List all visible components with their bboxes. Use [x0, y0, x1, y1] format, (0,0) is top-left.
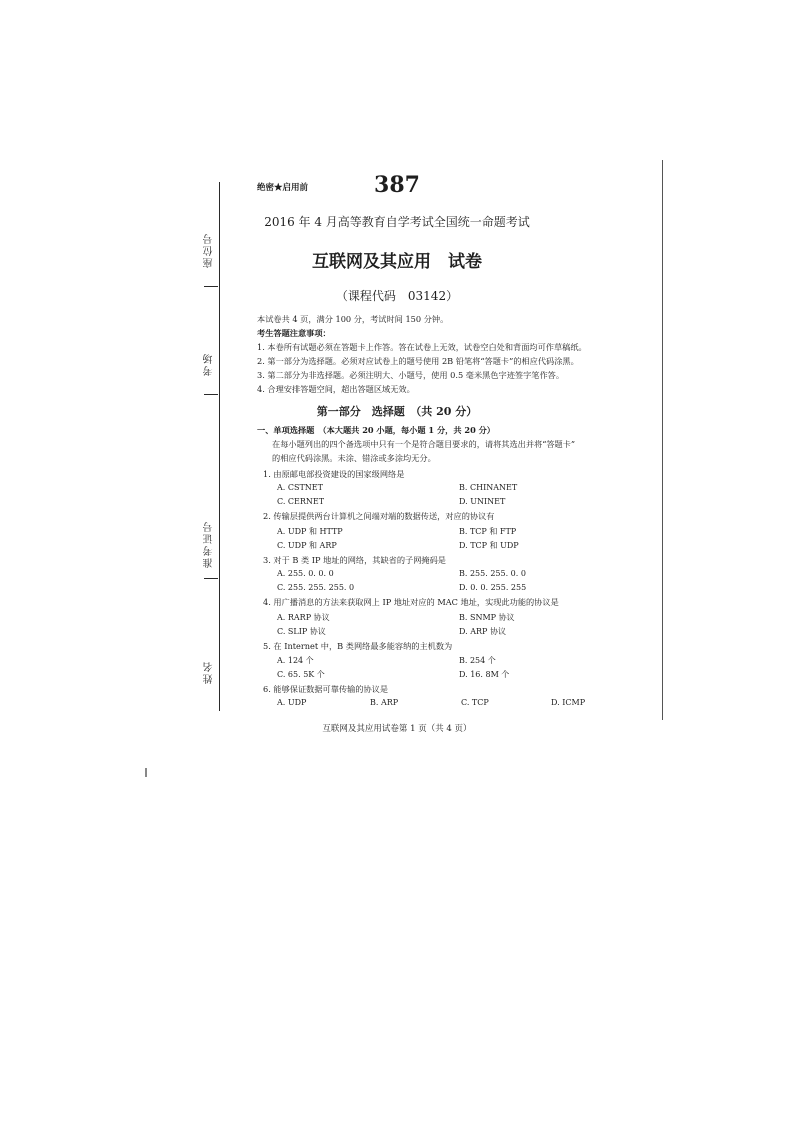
- question-stem: 3. 对于 B 类 IP 地址的网络，其缺省的子网掩码是: [263, 555, 446, 565]
- option-a: A. CSTNET: [277, 483, 323, 492]
- room-blank[interactable]: [204, 394, 218, 395]
- secret-label: 绝密★启用前: [257, 183, 309, 193]
- option-b: B. 255. 255. 0. 0: [459, 569, 526, 578]
- option-d: D. ICMP: [551, 698, 586, 707]
- notice-title: 考生答题注意事项：: [257, 328, 331, 338]
- question-stem: 5. 在 Internet 中，B 类网络最多能容纳的主机数为: [263, 641, 453, 651]
- option-a: A. UDP: [277, 698, 307, 707]
- course-code: （课程代码 03142）: [335, 289, 459, 303]
- question-stem: 2. 传输层提供两台计算机之间端对端的数据传送，对应的协议有: [263, 511, 495, 521]
- option-d: D. TCP 和 UDP: [459, 541, 519, 550]
- instruction-line: 的相应代码涂黑。未涂、错涂或多涂均无分。: [272, 453, 436, 463]
- option-c: C. UDP 和 ARP: [277, 541, 337, 550]
- option-a: A. 255. 0. 0. 0: [277, 569, 334, 578]
- section-title: 一、单项选择题 （本大题共 20 小题，每小题 1 分，共 20 分）: [257, 425, 495, 435]
- question-stem: 1. 由原邮电部投资建设的国家级网络是: [263, 469, 405, 479]
- exam-title: 2016 年 4 月高等教育自学考试全国统一命题考试: [264, 215, 530, 229]
- option-a: A. RARP 协议: [277, 613, 330, 622]
- option-d: D. 16. 8M 个: [459, 670, 510, 679]
- scan-mark: [145, 768, 147, 777]
- notice-item: 2. 第一部分为选择题。必须对应试卷上的题号使用 2B 铅笔将“答题卡”的相应代码涂黑。: [257, 356, 579, 366]
- option-c: C. TCP: [461, 698, 489, 707]
- name-label: 姓名: [204, 660, 215, 684]
- page-edge-right: [662, 160, 663, 720]
- option-c: C. SLIP 协议: [277, 627, 326, 636]
- part1-title: 第一部分 选择题 （共 20 分）: [316, 405, 478, 418]
- question-stem: 6. 能够保证数据可靠传输的协议是: [263, 684, 389, 694]
- ticket-blank[interactable]: [204, 578, 218, 579]
- instruction-line: 在每小题列出的四个备选项中只有一个是符合题目要求的，请将其选出并将“答题卡”: [272, 439, 576, 449]
- option-d: D. UNINET: [459, 497, 506, 506]
- notice-item: 1. 本卷所有试题必须在答题卡上作答。答在试卷上无效，试卷空白处和背面均可作草稿纸。: [257, 342, 587, 352]
- seat-label: 座位号: [204, 232, 215, 268]
- page-footer: 互联网及其应用试卷第 1 页（共 4 页）: [322, 724, 472, 734]
- notice-item: 3. 第二部分为非选择题。必须注明大、小题号，使用 0.5 毫米黑色字迹签字笔作答。: [257, 370, 565, 380]
- subject-title: 互联网及其应用 试卷: [312, 252, 482, 272]
- option-b: B. CHINANET: [459, 483, 518, 492]
- option-a: A. 124 个: [277, 656, 314, 665]
- option-c: C. CERNET: [277, 497, 325, 506]
- option-b: B. ARP: [370, 698, 399, 707]
- option-b: B. TCP 和 FTP: [459, 527, 517, 536]
- option-c: C. 65. 5K 个: [277, 670, 325, 679]
- option-b: B. 254 个: [459, 656, 496, 665]
- option-c: C. 255. 255. 255. 0: [277, 583, 355, 592]
- option-d: D. ARP 协议: [459, 627, 506, 636]
- option-d: D. 0. 0. 255. 255: [459, 583, 527, 592]
- option-b: B. SNMP 协议: [459, 613, 515, 622]
- paper-number: 387: [374, 172, 420, 198]
- ticket-label: 准考证号: [204, 520, 215, 568]
- question-stem: 4. 用广播消息的方法来获取网上 IP 地址对应的 MAC 地址，实现此功能的协议是: [263, 597, 559, 607]
- room-label: 考场: [204, 352, 215, 376]
- intro-line: 本试卷共 4 页，满分 100 分，考试时间 150 分钟。: [257, 314, 449, 324]
- notice-item: 4. 合理安排答题空间，超出答题区域无效。: [257, 384, 415, 394]
- option-a: A. UDP 和 HTTP: [277, 527, 343, 536]
